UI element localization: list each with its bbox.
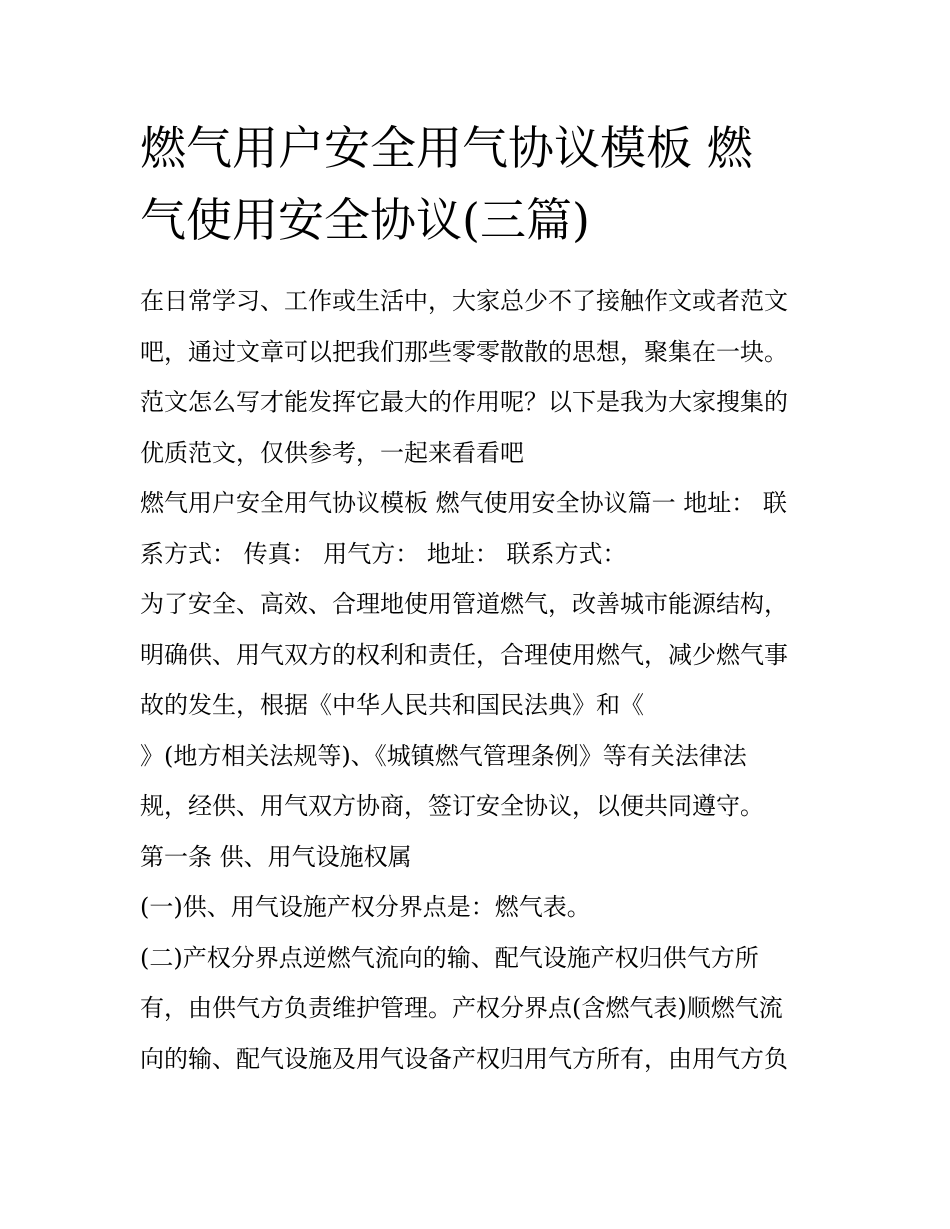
document-body (140, 276, 820, 1084)
body-line: 吧，通过文章可以把我们那些零零散散的思想，聚集在一块。 (140, 337, 788, 366)
title-line-1: 燃气用户安全用气协议模板 燃 (140, 121, 753, 175)
body-line: 向的输、配气设施及用气设备产权归用气方所有，由用气方负 (140, 1044, 788, 1073)
body-line: 系方式： 传真： 用气方： 地址： 联系方式： (140, 539, 627, 568)
body-line: 燃气用户安全用气协议模板 燃气使用安全协议篇一 地址： 联 (140, 489, 787, 517)
document-title (140, 112, 820, 256)
body-line: 规，经供、用气双方协商，签订安全协议，以便共同遵守。 (140, 792, 764, 820)
title-line-2: 气使用安全协议(三篇) (140, 193, 590, 247)
body-line: 在日常学习、工作或生活中，大家总少不了接触作文或者范文 (140, 287, 788, 315)
body-line: 》(地方相关法规等)、《城镇燃气管理条例》等有关法律法 (140, 741, 747, 770)
body-line: 优质范文，仅供参考，一起来看看吧 (140, 438, 524, 467)
body-line: 为了安全、高效、合理地使用管道燃气，改善城市能源结构， (140, 590, 788, 618)
body-line: 故的发生，根据《中华人民共和国民法典》和《 (140, 691, 644, 719)
body-line: 第一条 供、用气设施权属 (140, 842, 412, 871)
body-line: (二)产权分界点逆燃气流向的输、配气设施产权归供气方所 (140, 943, 759, 972)
body-line: (一)供、用气设施产权分界点是：燃气表。 (140, 893, 591, 921)
body-line: 明确供、用气双方的权利和责任，合理使用燃气，减少燃气事 (140, 640, 788, 669)
body-line: 有，由供气方负责维护管理。产权分界点(含燃气表)顺燃气流 (140, 994, 783, 1022)
body-line: 范文怎么写才能发挥它最大的作用呢？以下是我为大家搜集的 (140, 388, 788, 416)
